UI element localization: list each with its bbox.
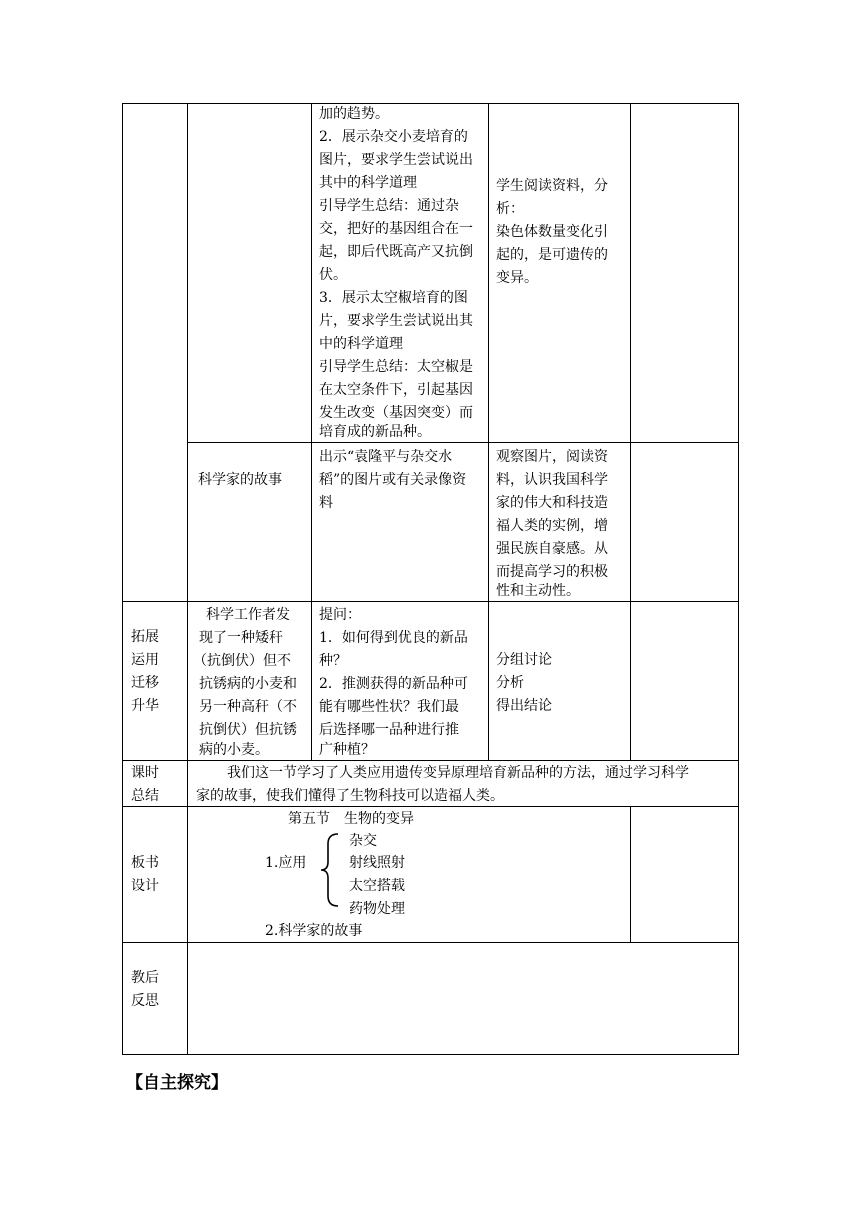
text-line: 后选择哪一品种进行推 <box>319 722 459 738</box>
text-line: 引导学生总结：太空椒是 <box>319 359 473 375</box>
board-item-2: 2.科学家的故事 <box>265 923 363 939</box>
board-method: 杂交 <box>349 833 377 849</box>
text-line: 分组讨论 <box>496 652 552 668</box>
text-line: 福人类的实例，增 <box>496 518 608 534</box>
col-sep-2 <box>311 103 312 760</box>
board-title: 第五节 生物的变异 <box>288 811 414 827</box>
text-line: 广种植？ <box>319 742 375 758</box>
scientist-story-content: 科学家的故事 <box>198 472 282 488</box>
text-line: 引导学生总结：通过杂 <box>319 198 459 214</box>
text-line: 拓展 <box>131 629 159 645</box>
text-line: 图片，要求学生尝试说出 <box>319 152 473 168</box>
text-line: 培育成的新品种。 <box>319 424 431 440</box>
text-line: 我们这一节学习了人类应用遗传变异原理培育新品种的方法，通过学习科学 <box>227 765 689 781</box>
text-line: 课时 <box>131 765 159 781</box>
text-line: 强民族自豪感。从 <box>496 541 608 557</box>
text-line: 料 <box>319 495 333 511</box>
text-line: 分析 <box>496 675 524 691</box>
row-sep-5 <box>122 942 739 943</box>
board-method: 射线照射 <box>349 855 405 871</box>
col-sep-board <box>630 806 631 942</box>
text-line: 运用 <box>131 652 159 668</box>
table-right-border <box>738 103 739 1055</box>
col-sep-1 <box>187 103 188 1055</box>
text-line: 学生阅读资料，分 <box>496 178 608 194</box>
text-line: 加的趋势。 <box>319 106 389 122</box>
text-line: 科学工作者发 <box>206 607 290 623</box>
board-item-1: 1.应用 <box>265 855 307 871</box>
text-line: 交，把好的基因组合在一 <box>319 221 473 237</box>
text-line: 设计 <box>131 878 159 894</box>
text-line: 家的故事，使我们懂得了生物科技可以造福人类。 <box>196 788 504 804</box>
text-line: 在太空条件下，引起基因 <box>319 382 473 398</box>
text-line: 板书 <box>131 855 159 871</box>
brace-icon <box>318 832 342 908</box>
board-method: 药物处理 <box>349 901 405 917</box>
text-line: 片，要求学生尝试说出其 <box>319 313 473 329</box>
text-line: 2．展示杂交小麦培育的 <box>319 129 468 145</box>
text-line: 另一种高秆（不 <box>199 699 297 715</box>
text-line: 能有哪些性状？我们最 <box>319 699 459 715</box>
text-line: 3．展示太空椒培育的图 <box>319 290 468 306</box>
text-line: 提问： <box>319 607 361 623</box>
text-line: 家的伟大和科技造 <box>496 495 608 511</box>
section-heading: 【自主探究】 <box>126 1073 228 1093</box>
text-line: 其中的科学道理 <box>319 175 417 191</box>
text-line: 伏。 <box>319 267 347 283</box>
text-line: 起的，是可遗传的 <box>496 247 608 263</box>
text-line: 抗倒伏）但抗锈 <box>199 722 297 738</box>
text-line: 迁移 <box>131 675 159 691</box>
text-line: 反思 <box>131 993 159 1009</box>
text-line: 性和主动性。 <box>496 583 580 599</box>
text-line: 起，即后代既高产又抗倒 <box>319 244 473 260</box>
text-line: 变异。 <box>496 270 538 286</box>
text-line: 发生改变（基因突变）而 <box>319 405 473 421</box>
table-bottom-border <box>122 1054 739 1055</box>
text-line: 得出结论 <box>496 698 552 714</box>
text-line: 中的科学道理 <box>319 336 403 352</box>
table-left-border <box>122 103 123 1055</box>
board-method: 太空搭载 <box>349 878 405 894</box>
text-line: 抗锈病的小麦和 <box>199 676 297 692</box>
text-line: 升华 <box>131 698 159 714</box>
text-line: 稻”的图片或有关录像资 <box>319 472 467 488</box>
text-line: 1．如何得到优良的新品 <box>319 630 468 646</box>
col-sep-4 <box>630 103 631 760</box>
table-top-border <box>122 103 739 104</box>
text-line: 出示“袁隆平与杂交水 <box>319 449 453 465</box>
text-line: 现了一种矮秆 <box>199 630 283 646</box>
text-line: 教后 <box>131 970 159 986</box>
text-line: 染色体数量变化引 <box>496 224 608 240</box>
text-line: （抗倒伏）但不 <box>193 653 291 669</box>
text-line: 2．推测获得的新品种可 <box>319 676 468 692</box>
col-sep-3 <box>488 103 489 760</box>
row-sep-1 <box>187 442 738 443</box>
text-line: 种？ <box>319 653 347 669</box>
text-line: 料，认识我国科学 <box>496 472 608 488</box>
text-line: 总结 <box>131 788 159 804</box>
text-line: 而提高学习的积极 <box>496 564 608 580</box>
text-line: 观察图片，阅读资 <box>496 449 608 465</box>
text-line: 病的小麦。 <box>199 742 269 758</box>
text-line: 析： <box>496 201 524 217</box>
row-sep-2 <box>122 601 739 602</box>
